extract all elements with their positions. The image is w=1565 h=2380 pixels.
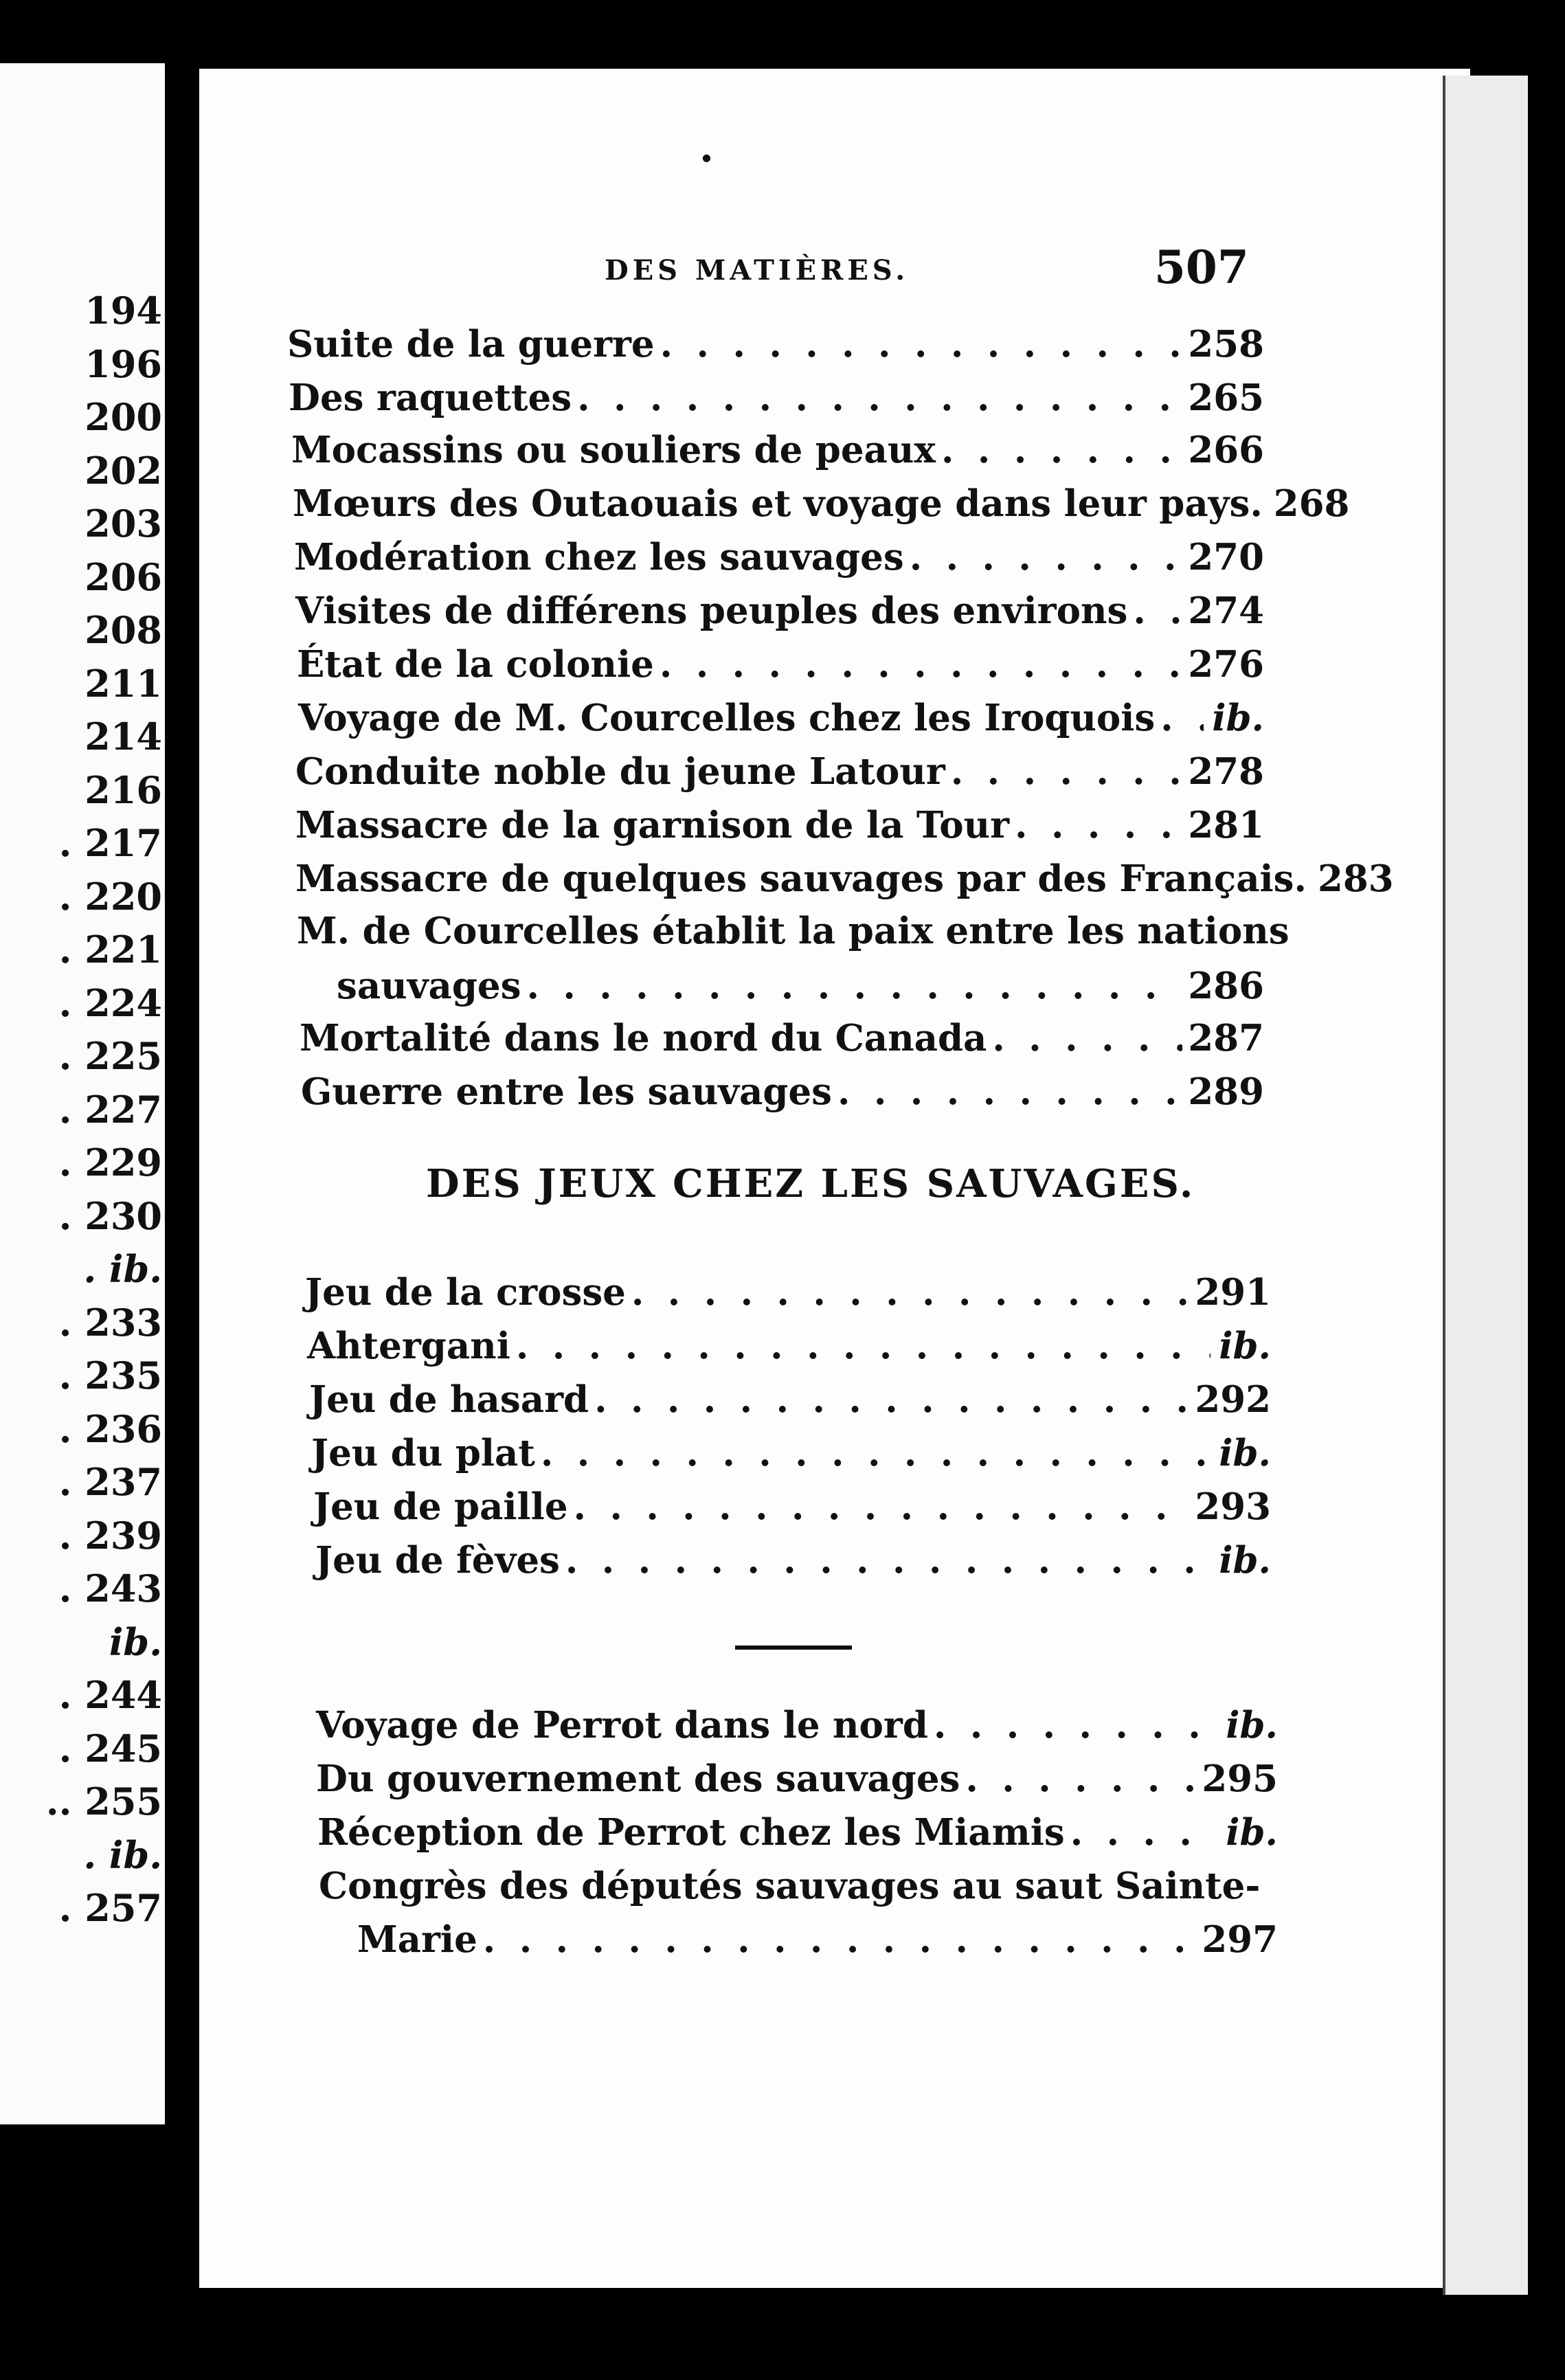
toc-entry-page: 291 bbox=[1195, 1271, 1271, 1314]
toc-entry-page: 297 bbox=[1202, 1918, 1278, 1961]
leader-dots bbox=[526, 965, 1182, 1007]
toc-entry-title: Massacre de la garnison de la Tour bbox=[295, 804, 1010, 846]
toc-entry-page: 293 bbox=[1195, 1485, 1271, 1528]
left-page-ref: . 217 bbox=[58, 821, 162, 865]
left-page-ref: 194 bbox=[85, 289, 162, 333]
toc-entry-title: Réception de Perrot chez les Miamis bbox=[317, 1811, 1065, 1854]
left-page-ref: 200 bbox=[85, 395, 162, 439]
toc-entry-title: sauvages bbox=[337, 965, 521, 1007]
left-page-ref: . 229 bbox=[58, 1141, 162, 1185]
toc-entry bbox=[309, 1378, 1271, 1421]
leader-dots bbox=[516, 1325, 1211, 1367]
leader-dots bbox=[541, 1432, 1211, 1474]
toc-entry-page: ib. bbox=[1219, 1432, 1271, 1474]
left-page-ref: . 245 bbox=[58, 1726, 162, 1771]
toc-entry-title: Jeu du plat bbox=[311, 1432, 535, 1474]
toc-entry-title: Conduite noble du jeune Latour bbox=[295, 750, 945, 793]
toc-entry-title: Jeu de la crosse bbox=[305, 1271, 626, 1314]
toc-entry-title: État de la colonie bbox=[297, 643, 654, 686]
section-divider bbox=[735, 1646, 852, 1650]
left-page-ref: . 225 bbox=[58, 1034, 162, 1078]
toc-entry-title: Massacre de quelques sauvages par des Français. bbox=[295, 857, 1307, 900]
left-page-ref: . 239 bbox=[58, 1513, 162, 1558]
toc-entry bbox=[297, 643, 1264, 686]
left-page-ref: . ib. bbox=[83, 1247, 162, 1291]
toc-entry-page: 286 bbox=[1188, 965, 1264, 1007]
toc-entry-page: 268 bbox=[1273, 482, 1350, 525]
toc-entry-title: Mœurs des Outaouais et voyage dans leur pays. bbox=[293, 482, 1263, 525]
toc-entry bbox=[297, 910, 1290, 952]
left-page-ref: . 224 bbox=[58, 980, 162, 1025]
leader-dots bbox=[965, 1758, 1196, 1800]
toc-entry-page: ib. bbox=[1219, 1325, 1271, 1367]
left-page-ref: 211 bbox=[85, 661, 162, 706]
toc-entry-title: Congrès des députés sauvages au saut Sainte- bbox=[319, 1865, 1261, 1907]
toc-entry-title: Du gouvernement des sauvages bbox=[316, 1758, 960, 1800]
toc-entry-title: Jeu de paille bbox=[313, 1485, 568, 1528]
toc-entry bbox=[313, 1485, 1271, 1528]
left-page-ref: . 237 bbox=[58, 1460, 162, 1504]
leader-dots bbox=[910, 536, 1183, 579]
leader-dots bbox=[941, 429, 1182, 471]
leader-dots bbox=[631, 1271, 1189, 1314]
left-page-ref: 202 bbox=[85, 448, 162, 493]
page-edge bbox=[1443, 76, 1528, 2295]
left-page-ref: 196 bbox=[85, 341, 162, 386]
toc-entry bbox=[295, 590, 1264, 632]
toc-entry-title: Guerre entre les sauvages bbox=[301, 1070, 832, 1113]
toc-entry bbox=[300, 1017, 1264, 1059]
left-page-ref: 214 bbox=[85, 715, 162, 759]
toc-entry-page: 276 bbox=[1188, 643, 1264, 686]
left-page-ref: . 244 bbox=[58, 1673, 162, 1717]
toc-entry-page: 258 bbox=[1188, 323, 1264, 366]
left-page-ref: . 233 bbox=[58, 1300, 162, 1345]
toc-entry-title: Jeu de fèves bbox=[315, 1539, 560, 1582]
toc-entry bbox=[317, 1811, 1278, 1854]
toc-entry-page: 274 bbox=[1188, 590, 1264, 632]
left-page-ref: 203 bbox=[85, 502, 162, 546]
leader-dots bbox=[565, 1539, 1211, 1582]
left-page-ref: . 230 bbox=[58, 1193, 162, 1238]
toc-entry bbox=[337, 965, 1264, 1007]
leader-dots bbox=[574, 1485, 1190, 1528]
page-number: 507 bbox=[1154, 240, 1249, 294]
toc-entry-title: Suite de la guerre bbox=[287, 323, 655, 366]
toc-entry bbox=[298, 697, 1264, 739]
toc-entry-title: Des raquettes bbox=[289, 377, 572, 419]
leader-dots bbox=[660, 643, 1183, 686]
left-page-ref: . 243 bbox=[58, 1567, 162, 1610]
toc-entry-page: 270 bbox=[1188, 536, 1264, 579]
toc-entry-page: 281 bbox=[1188, 804, 1264, 846]
leader-dots bbox=[992, 1017, 1182, 1059]
left-page-ref: 206 bbox=[85, 554, 162, 599]
toc-entry-title: Modération chez les sauvages bbox=[294, 536, 904, 579]
leader-dots bbox=[837, 1070, 1182, 1113]
toc-entry bbox=[293, 482, 1350, 525]
toc-entry bbox=[357, 1918, 1278, 1961]
toc-entry-title: Jeu de hasard bbox=[309, 1378, 589, 1421]
toc-entry bbox=[307, 1325, 1271, 1367]
toc-entry-page: ib. bbox=[1226, 1704, 1278, 1747]
left-page-ref: . 227 bbox=[58, 1087, 162, 1132]
toc-entry-page: 295 bbox=[1202, 1758, 1278, 1800]
toc-entry-page: 292 bbox=[1195, 1378, 1271, 1421]
leader-dots bbox=[660, 323, 1183, 366]
toc-entry bbox=[295, 750, 1264, 793]
toc-entry-page: ib. bbox=[1226, 1811, 1278, 1854]
left-page-ref: 208 bbox=[85, 608, 162, 652]
toc-entry-title: Marie bbox=[357, 1918, 477, 1961]
toc-entry-title: Voyage de Perrot dans le nord bbox=[316, 1704, 928, 1747]
toc-entry bbox=[311, 1432, 1271, 1474]
toc-entry bbox=[301, 1070, 1264, 1113]
leader-dots bbox=[1160, 697, 1204, 739]
toc-entry bbox=[289, 377, 1264, 419]
leader-dots bbox=[1070, 1811, 1217, 1854]
toc-entry-page: ib. bbox=[1219, 1539, 1271, 1582]
toc-entry bbox=[294, 536, 1264, 579]
toc-entry-page: 283 bbox=[1317, 857, 1394, 900]
toc-entry-title: Ahtergani bbox=[307, 1325, 510, 1367]
leader-dots bbox=[1015, 804, 1182, 846]
toc-entry-page: 278 bbox=[1188, 750, 1264, 793]
left-page-ref: . 221 bbox=[58, 928, 162, 972]
toc-entry bbox=[305, 1271, 1271, 1314]
leader-dots bbox=[483, 1918, 1197, 1961]
left-page-ref: . 257 bbox=[58, 1886, 162, 1930]
toc-entry bbox=[316, 1758, 1278, 1800]
toc-entry bbox=[316, 1704, 1278, 1747]
previous-page bbox=[0, 63, 165, 2124]
left-page-ref: . 235 bbox=[58, 1354, 162, 1397]
toc-entry-page: 265 bbox=[1188, 377, 1264, 419]
running-head: DES MATIÈRES. bbox=[605, 254, 910, 287]
leader-dots bbox=[934, 1704, 1217, 1747]
left-page-ref: . ib. bbox=[83, 1832, 162, 1877]
toc-entry-title: M. de Courcelles établit la paix entre les nations bbox=[297, 910, 1290, 952]
left-page-ref: .. 255 bbox=[45, 1780, 162, 1823]
left-page-ref: ib. bbox=[109, 1619, 162, 1664]
toc-entry-title: Visites de différens peuples des environs bbox=[295, 590, 1128, 632]
toc-entry-title: Mocassins ou souliers de peaux bbox=[291, 429, 936, 471]
toc-entry bbox=[295, 857, 1394, 900]
toc-entry bbox=[315, 1539, 1271, 1582]
left-page-ref: 216 bbox=[85, 767, 162, 812]
toc-entry-page: 289 bbox=[1188, 1070, 1264, 1113]
printer-dot: . bbox=[699, 124, 714, 172]
toc-entry bbox=[291, 429, 1264, 471]
toc-entry-page: 287 bbox=[1188, 1017, 1264, 1059]
toc-entry-page: 266 bbox=[1188, 429, 1264, 471]
section-heading: DES JEUX CHEZ LES SAUVAGES. bbox=[426, 1161, 1195, 1206]
left-page-ref: . 236 bbox=[58, 1406, 162, 1451]
toc-entry-title: Voyage de M. Courcelles chez les Iroquois bbox=[298, 697, 1156, 739]
toc-entry bbox=[319, 1865, 1260, 1907]
leader-dots bbox=[594, 1378, 1189, 1421]
leader-dots bbox=[577, 377, 1182, 419]
leader-dots bbox=[951, 750, 1183, 793]
leader-dots bbox=[1133, 590, 1182, 632]
toc-entry bbox=[287, 323, 1264, 366]
left-page-ref: . 220 bbox=[58, 874, 162, 919]
toc-entry-title: Mortalité dans le nord du Canada bbox=[300, 1017, 987, 1059]
toc-entry-page: ib. bbox=[1212, 697, 1264, 739]
toc-entry bbox=[295, 804, 1264, 846]
